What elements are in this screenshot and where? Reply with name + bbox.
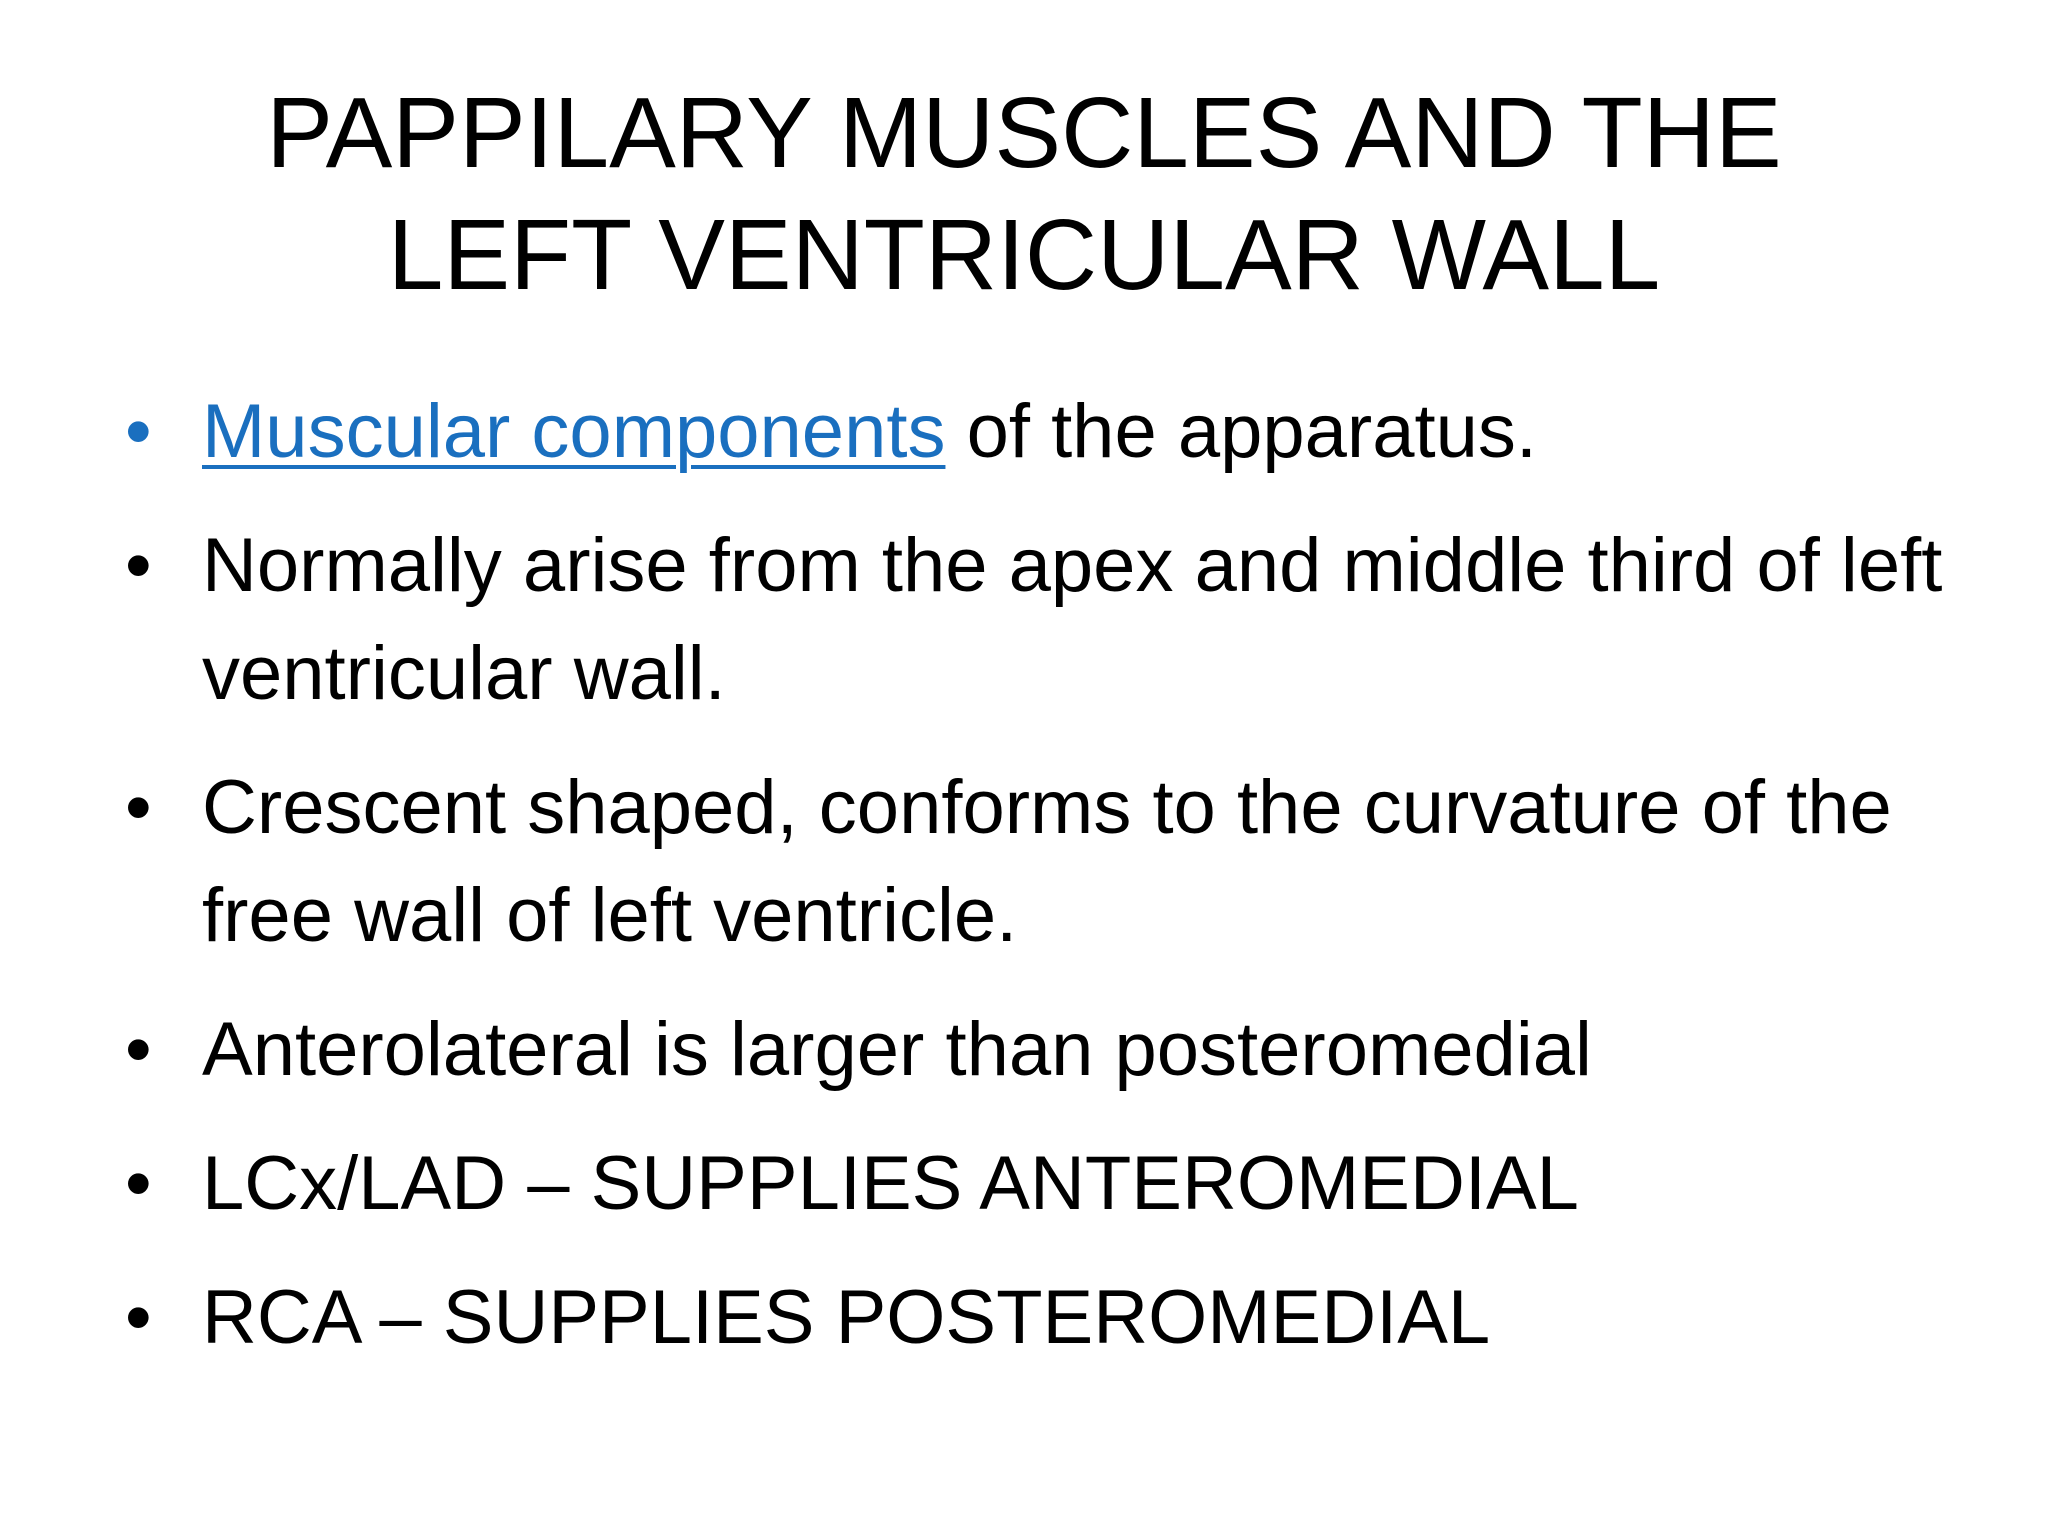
bullet-item-5 (125, 1130, 1985, 1238)
bullet-text: Crescent shaped, conforms to the curvature of the free wall of left ventricle. (202, 765, 1892, 958)
bullet-text: LCx/LAD – SUPPLIES ANTEROMEDIAL (202, 1141, 1579, 1226)
bullet-item-6 (125, 1264, 1985, 1372)
bullet-icon: • (125, 765, 152, 850)
bullet-icon: • (125, 1141, 152, 1226)
bullet-item-2 (125, 512, 1985, 728)
bullet-icon: • (125, 1275, 152, 1360)
bullet-text: RCA – SUPPLIES POSTEROMEDIAL (202, 1275, 1491, 1360)
bullet-item-1 (125, 378, 1985, 486)
bullet-text: Normally arise from the apex and middle third of left ventricular wall. (202, 523, 1943, 716)
bullet-list (125, 378, 1985, 1398)
bullet-icon: • (125, 1007, 152, 1092)
bullet-icon: • (125, 389, 152, 474)
slide-title: PAPPILARY MUSCLES AND THE LEFT VENTRICULAR WALL (266, 77, 1782, 311)
bullet-item-4 (125, 996, 1985, 1104)
bullet-text: of the apparatus. (945, 389, 1537, 474)
bullet-icon: • (125, 523, 152, 608)
bullet-item-3 (125, 754, 1985, 970)
bullet-text: Anterolateral is larger than posteromedial (202, 1007, 1592, 1092)
muscular-components-link[interactable]: Muscular components (202, 389, 946, 474)
